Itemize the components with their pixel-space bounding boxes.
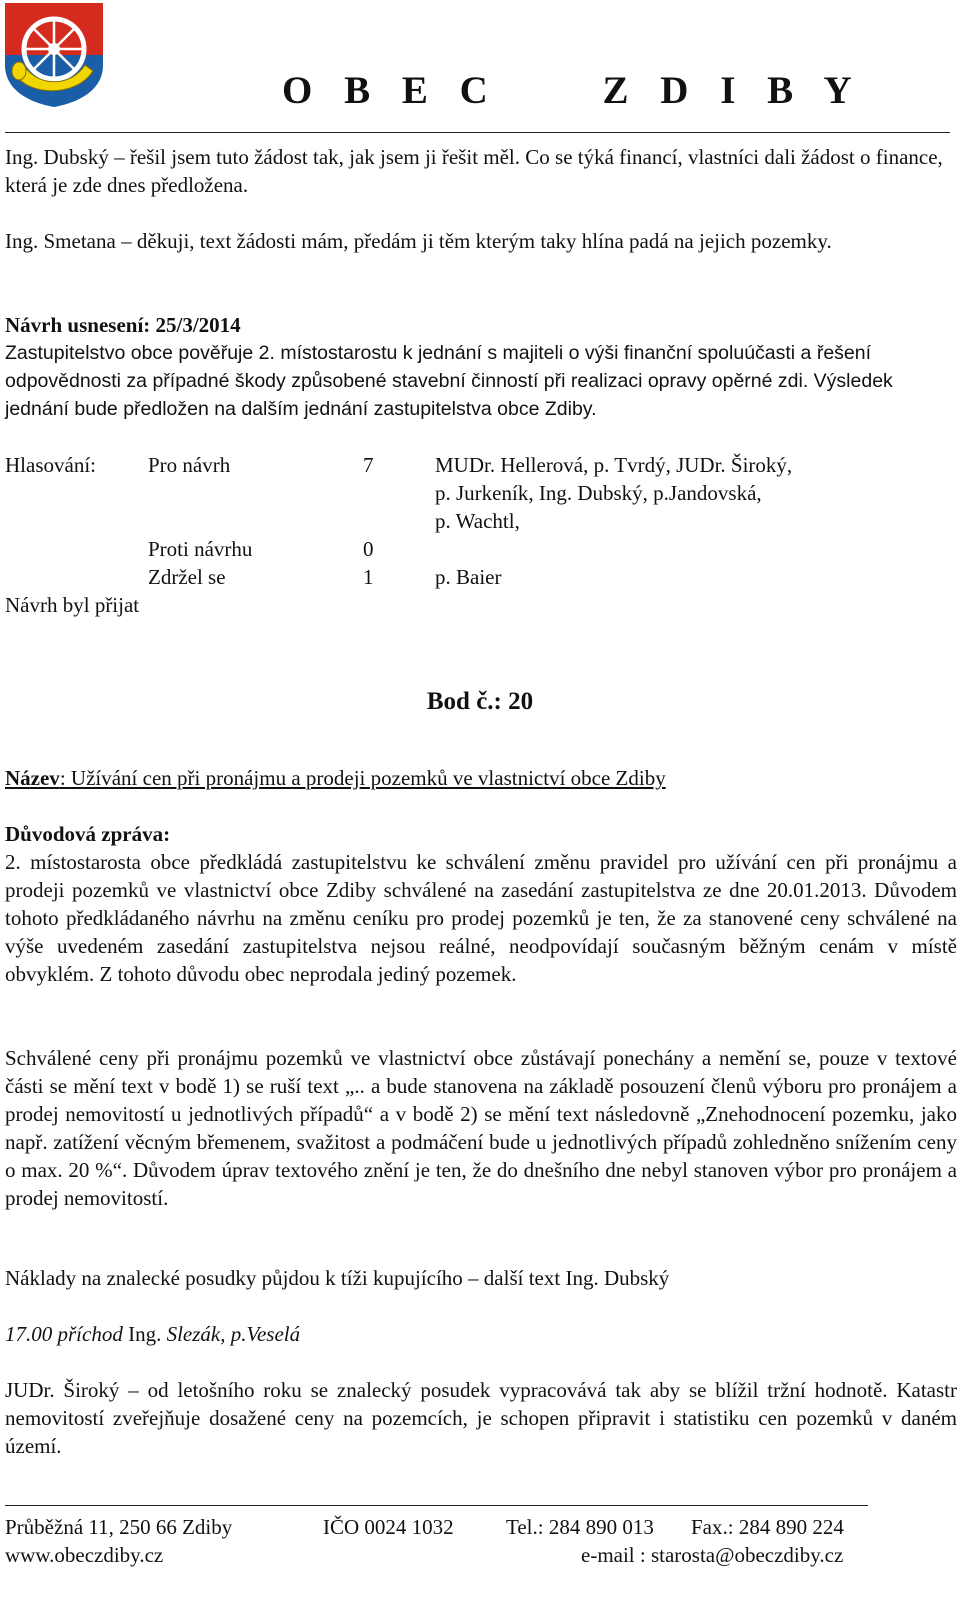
vote-label: Hlasování:: [5, 453, 96, 477]
vote-for-names: p. Jurkeník, Ing. Dubský, p.Jandovská,: [435, 481, 762, 505]
municipal-coat-of-arms-icon: [5, 3, 103, 107]
proposal-text: Zastupitelstvo obce pověřuje 2. místostarostu k jednání s majiteli o výši finanční spoluúčasti a řešení odpovědnosti za případné škody způsobené stavební činností při realizaci opravy opěrné zdi. Výsledek jednání bude předložen na dalším jednání zastupitelstva obce Zdiby.: [5, 342, 893, 420]
vote-for-names: MUDr. Hellerová, p. Tvrdý, JUDr. Široký,: [435, 453, 793, 477]
paragraph-smetana: Ing. Smetana – děkuji, text žádosti mám, předám ji těm kterým taky hlína padá na jejich pozemky.: [5, 229, 832, 253]
reason-heading: Důvodová zpráva:: [5, 822, 171, 846]
footer-divider: [5, 1505, 868, 1506]
vote-against-count: 0: [363, 537, 374, 561]
footer-website-link[interactable]: www.obeczdiby.cz: [5, 1543, 164, 1567]
arrival-note: 17.00 příchod Ing. Slezák, p.Veselá: [5, 1322, 301, 1346]
proposal-heading: Návrh usnesení: 25/3/2014: [5, 313, 241, 337]
vote-abstain-count: 1: [363, 565, 374, 589]
vote-abstain-names: p. Baier: [435, 565, 502, 589]
agenda-item-title: Bod č.: 20: [426, 688, 534, 715]
vote-result: Návrh byl přijat: [5, 593, 140, 617]
footer-phone: Tel.: 284 890 013: [506, 1515, 654, 1539]
header-divider: [5, 132, 950, 133]
footer-address: Průběžná 11, 250 66 Zdiby: [5, 1515, 233, 1539]
footer-fax: Fax.: 284 890 224: [691, 1515, 844, 1539]
reason-text: 2. místostarosta obce předkládá zastupitelstvu ke schválení změnu pravidel pro užívání cen při pronájmu a prodeji pozemků ve vlastnictví obce Zdiby schválené na zasedání zastupitelstva ze dne 20.01.2013. Důvodem tohoto předkládaného návrhu na změnu ceníku pro prodej pozemků je ten, že za stanovené ceny schválené na výše uvedeném zasedání zastupitelstva nejsou reálné, neodpovídají současným běžným cenám v místě obvyklém. Z tohoto důvodu obec neprodala jediný pozemek.: [5, 850, 957, 986]
item-name: Název: Užívání cen při pronájmu a prodeji pozemků ve vlastnictví obce Zdiby: [5, 766, 666, 790]
paragraph-siroky: JUDr. Široký – od letošního roku se znalecký posudek vypracovává tak aby se blížil tržní hodnotě. Katastr nemovitostí zveřejňuje dosažené ceny na pozemcích, je schopen připravit i statistiku cen pozemků v daném území.: [5, 1378, 957, 1458]
vote-for-count: 7: [363, 453, 374, 477]
paragraph-dubsky: Ing. Dubský – řešil jsem tuto žádost tak, jak jsem ji řešit měl. Co se týká financí, vlastníci dali žádost o finance, která je zde dnes předložena.: [5, 145, 943, 197]
vote-for-label: Pro návrh: [148, 453, 231, 477]
vote-for-names: p. Wachtl,: [435, 509, 520, 533]
approved-prices-text: Schválené ceny při pronájmu pozemků ve vlastnictví obce zůstávají ponechány a nemění se, pouze v textové části se mění text v bodě 1) se ruší text „.. a bude stanovena na základě posouzení členů výboru pro pronájem a prodej nemovitostí u jednotlivých případů“ a v bodě 2) se mění text následovně „Znehodnocení pozemku, jako např. zatížení věcným břemenem, svažitost a podmáčení bude u jednotlivých případů zohledněno snížením ceny o max. 20 %“. Důvodem úprav textového znění je ten, že do dnešního dne nebyl stanoven výbor pro pronájem a prodej nemovitostí.: [5, 1046, 957, 1210]
vote-against-label: Proti návrhu: [148, 537, 253, 561]
vote-abstain-label: Zdržel se: [148, 565, 226, 589]
document-title: O B E C Z D I B Y: [282, 69, 863, 112]
footer-email-link[interactable]: e-mail : starosta@obeczdiby.cz: [581, 1543, 844, 1567]
footer-ico: IČO 0024 1032: [323, 1515, 454, 1539]
costs-text: Náklady na znalecké posudky půjdou k tíži kupujícího – další text Ing. Dubský: [5, 1266, 670, 1290]
